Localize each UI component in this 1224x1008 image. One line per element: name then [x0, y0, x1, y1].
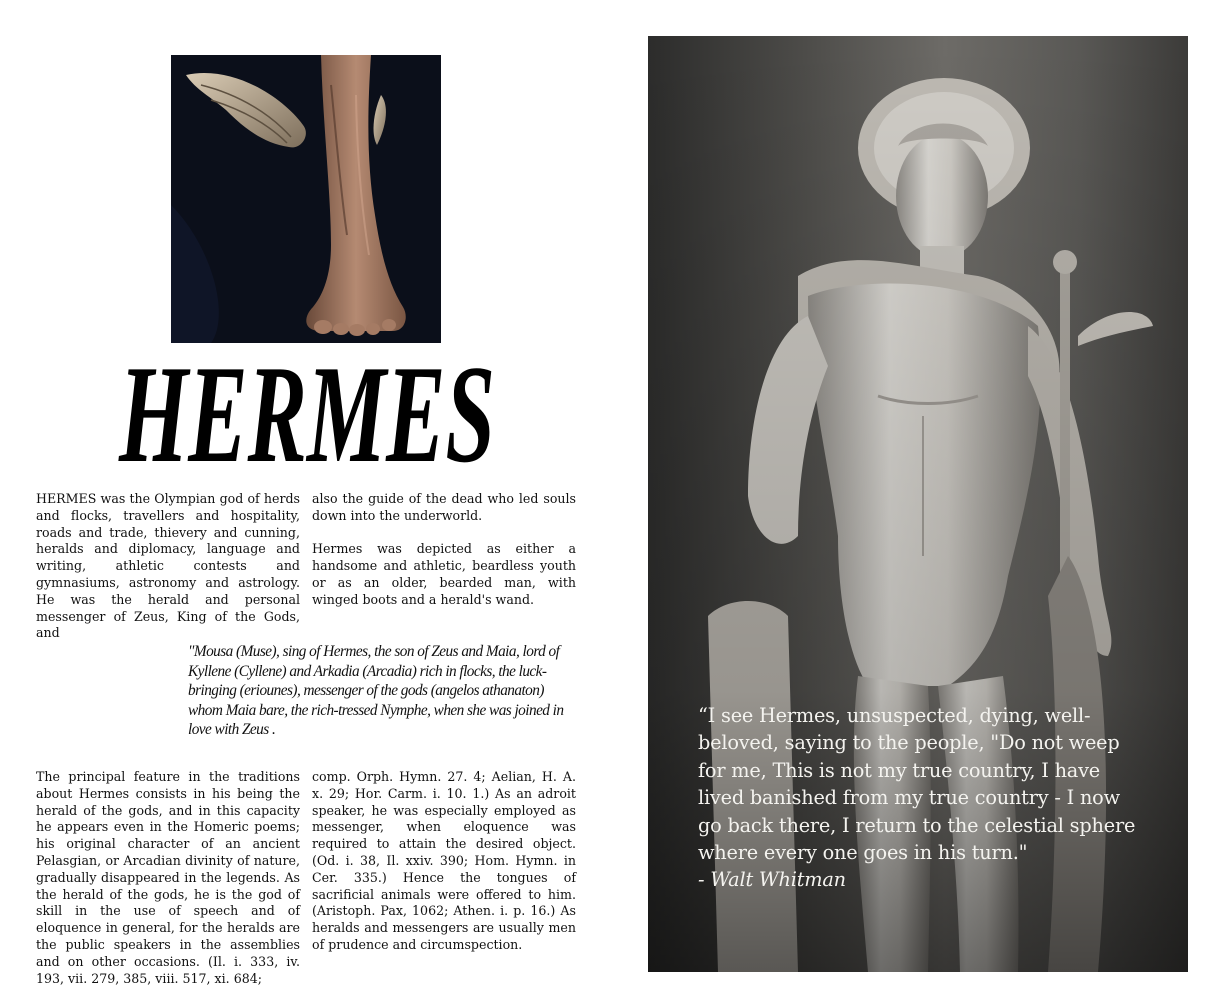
intro-paragraph: HERMES was the Olympian god of herds and flocks, travellers and hospitality, roads and trade, thievery and cunning, heralds and diplomacy, language and writing, athletic contests and gymnasiums, astronomy and astrology. He was the herald and personal messenger of Zeus, King of the Gods, and: [36, 491, 300, 641]
hymn-quote: "Mousa (Muse), sing of Hermes, the son of Zeus and Maia, lord of Kyllene (Cyllene) and Arkadia (Arcadia) rich in flocks, the luck-bringing (eriounes), messenger of the gods (angelos athanaton) whom Maia bare, the rich-tressed Nymphe, when she was joined in love with Zeus .: [188, 643, 564, 739]
page-title-text: HERMES: [117, 337, 495, 492]
body-paragraph: The principal feature in the traditions about Hermes consists in his being the herald of the gods, and in this capacity he appears even in the Homeric poems; his original character of an ancient Pelasgian, or Arcadian divinity of nature, gradually disappeared in the legends. As the herald of the gods, he is the god of skill in the use of speech and of eloquence in general, for the heralds are the public speakers in the assemblies and on other occasions. (Il. i. 333, iv. 193, vii. 279, 385, viii. 517, xi. 684;: [36, 769, 300, 986]
page-title: [112, 337, 502, 492]
hermes-statue-photo: [648, 36, 1188, 972]
quote-author: - Walt Whitman: [698, 868, 846, 892]
depiction-paragraph: Hermes was depicted as either a handsome and athletic, beardless youth or as an older, bearded man, with winged boots and a herald's wand.: [312, 541, 576, 607]
intro-column-right: [312, 491, 576, 609]
intro-paragraph-continued: also the guide of the dead who led souls down into the underworld.: [312, 491, 576, 523]
whitman-quote: [698, 702, 1138, 894]
winged-foot-photo: [171, 55, 441, 343]
body-column-right: [312, 769, 576, 954]
whitman-quote-text: “I see Hermes, unsuspected, dying, well-beloved, saying to the people, "Do not weep for me, This is not my true country, I have lived banished from my true country - I now go back there, I return to the celestial sphere where every one goes in his turn.": [698, 704, 1136, 865]
intro-column-left: [36, 491, 300, 642]
winged-foot-illustration: [171, 55, 441, 343]
body-column-left: [36, 769, 300, 987]
body-paragraph-continued: comp. Orph. Hymn. 27. 4; Aelian, H. A. x. 29; Hor. Carm. i. 10. 1.) As an adroit speaker, he was especially employed as messenger, when eloquence was required to attain the desired object. (Od. i. 38, Il. xxiv. 390; Hom. Hymn. in Cer. 335.) Hence the tongues of sacrificial animals were offered to him. (Aristoph. Pax, 1062; Athen. i. p. 16.) As heralds and messengers are usually men of prudence and circumspection.: [312, 769, 576, 952]
